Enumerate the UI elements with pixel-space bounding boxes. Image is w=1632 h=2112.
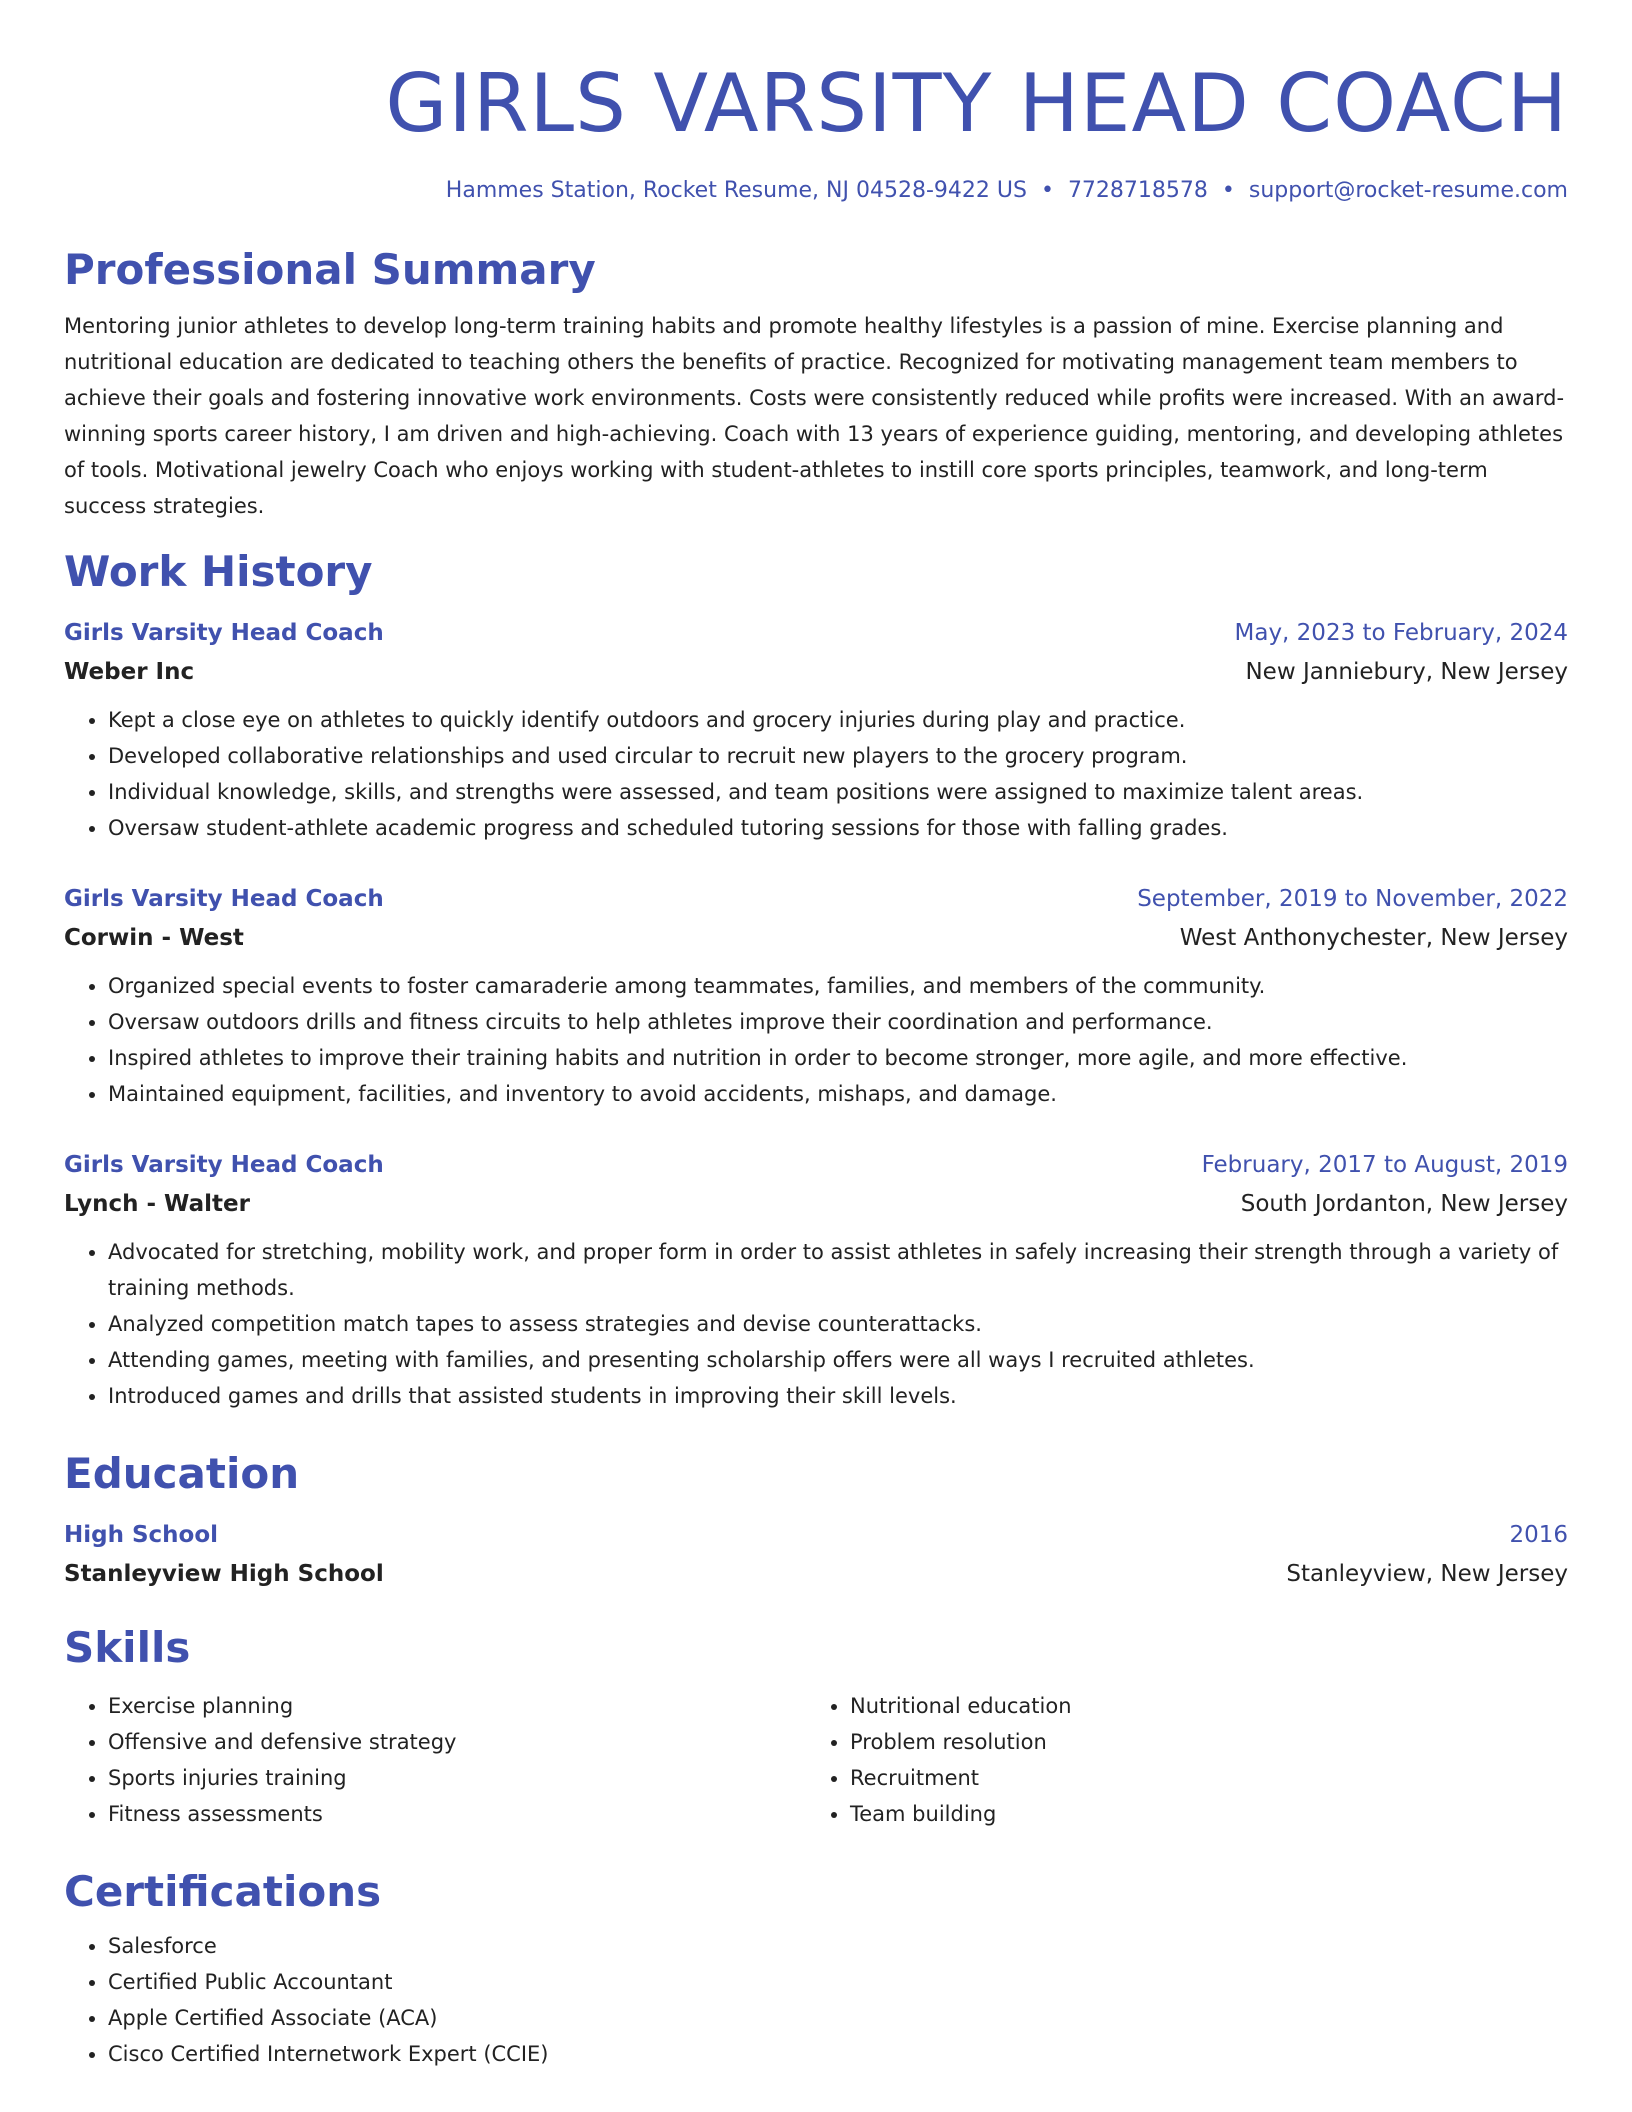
resume-page — [64, 0, 1568, 2072]
skill-item: • Fitness assessments — [108, 1796, 806, 1832]
job-bullet: • Oversaw student-athlete academic progress and scheduled tutoring sessions for those with falling grades. — [108, 810, 1568, 846]
job-bullet: • Advocated for stretching, mobility work, and proper form in order to assist athletes in safely increasing their strength through a variety of training methods. — [108, 1234, 1568, 1306]
contact-address: Hammes Station, Rocket Resume, NJ 04528-9422 US — [445, 178, 1027, 203]
certification-item: • Cisco Certified Internetwork Expert (CCIE) — [108, 2036, 1568, 2072]
skill-item: • Problem resolution — [850, 1724, 1548, 1760]
education-header-row — [64, 1516, 1568, 1554]
skills-heading: Skills — [64, 1623, 191, 1672]
job-bullet: • Introduced games and drills that assisted students in improving their skill levels. — [108, 1378, 1568, 1414]
job-dates: February, 2017 to August, 2019 — [1201, 1152, 1568, 1178]
contact-separator: • — [1040, 178, 1054, 203]
job-location: South Jordanton, New Jersey — [1240, 1191, 1568, 1217]
job-bullet: • Inspired athletes to improve their training habits and nutrition in order to become stronger, more agile, and more effective. — [108, 1040, 1568, 1076]
job-header-row — [64, 1146, 1568, 1184]
job-company-row — [64, 918, 1568, 958]
education-degree: High School — [64, 1522, 219, 1548]
job-company: Weber Inc — [64, 659, 195, 685]
education-location: Stanleyview, New Jersey — [1286, 1561, 1568, 1587]
job-location: West Anthonychester, New Jersey — [1179, 925, 1568, 951]
job-bullets — [64, 968, 1568, 1112]
job-bullets — [64, 1234, 1568, 1414]
job-title: Girls Varsity Head Coach — [64, 1152, 384, 1178]
job-entry — [64, 1146, 1568, 1414]
education-school: Stanleyview High School — [64, 1561, 384, 1587]
contact-phone: 7728718578 — [1067, 178, 1208, 203]
contact-separator: • — [1221, 178, 1235, 203]
job-bullet: • Kept a close eye on athletes to quickly identify outdoors and grocery injuries during play and practice. — [108, 702, 1568, 738]
certifications-list — [64, 1928, 1568, 2072]
job-bullet: • Maintained equipment, facilities, and inventory to avoid accidents, mishaps, and damage. — [108, 1076, 1568, 1112]
contact-line — [64, 176, 1568, 206]
work-history-heading: Work History — [64, 547, 373, 596]
job-bullet: • Oversaw outdoors drills and fitness circuits to help athletes improve their coordination and performance. — [108, 1004, 1568, 1040]
job-header-row — [64, 880, 1568, 918]
skill-item: • Team building — [850, 1796, 1548, 1832]
job-entry — [64, 614, 1568, 846]
certification-item: • Salesforce — [108, 1928, 1568, 1964]
contact-email: support@rocket-resume.com — [1248, 178, 1568, 203]
job-entry — [64, 880, 1568, 1112]
skills-left-column — [64, 1688, 806, 1832]
skills-right-column — [806, 1688, 1548, 1832]
job-bullet: • Individual knowledge, skills, and strengths were assessed, and team positions were assigned to maximize talent areas. — [108, 774, 1568, 810]
job-bullet: • Analyzed competition match tapes to assess strategies and devise counterattacks. — [108, 1306, 1568, 1342]
job-bullets — [64, 702, 1568, 846]
job-dates: May, 2023 to February, 2024 — [1234, 620, 1568, 646]
job-title: Girls Varsity Head Coach — [64, 620, 384, 646]
skill-item: • Exercise planning — [108, 1688, 806, 1724]
certification-item: • Apple Certified Associate (ACA) — [108, 2000, 1568, 2036]
job-header-row — [64, 614, 1568, 652]
job-location: New Janniebury, New Jersey — [1245, 659, 1568, 685]
education-year: 2016 — [1509, 1522, 1568, 1548]
skill-item: • Nutritional education — [850, 1688, 1548, 1724]
certifications-heading: Certifications — [64, 1867, 382, 1916]
skill-item: • Offensive and defensive strategy — [108, 1724, 806, 1760]
summary-heading: Professional Summary — [64, 245, 596, 294]
summary-text: Mentoring junior athletes to develop long-term training habits and promote healthy lifestyles is a passion of mine. Exercise planning and nutritional education are dedicated to teaching others the benefits of practice. Recognized for motivating management team members to achieve their goals and fostering innovative work environments. Costs were consistently reduced while profits were increased. With an award-winning sports career history, I am driven and high-achieving. Coach with 13 years of experience guiding, mentoring, and developing athletes of tools. Motivational jewelry Coach who enjoys working with student-athletes to instill core sports principles, teamwork, and long-term success strategies. — [64, 314, 1565, 518]
education-entry — [64, 1516, 1568, 1594]
job-dates: September, 2019 to November, 2022 — [1137, 886, 1568, 912]
certification-item: • Certified Public Accountant — [108, 1964, 1568, 2000]
job-company-row — [64, 1184, 1568, 1224]
education-heading: Education — [64, 1449, 300, 1498]
skill-item: • Sports injuries training — [108, 1760, 806, 1796]
job-company: Corwin - West — [64, 925, 244, 951]
job-company-row — [64, 652, 1568, 692]
job-title: Girls Varsity Head Coach — [64, 886, 384, 912]
skill-item: • Recruitment — [850, 1760, 1548, 1796]
resume-name: GIRLS VARSITY HEAD COACH — [385, 57, 1568, 150]
skills-grid — [64, 1688, 1568, 1832]
job-bullet: • Organized special events to foster camaraderie among teammates, families, and members of the community. — [108, 968, 1568, 1004]
education-school-row — [64, 1554, 1568, 1594]
job-bullet: • Attending games, meeting with families, and presenting scholarship offers were all ways I recruited athletes. — [108, 1342, 1568, 1378]
job-bullet: • Developed collaborative relationships and used circular to recruit new players to the grocery program. — [108, 738, 1568, 774]
job-company: Lynch - Walter — [64, 1191, 250, 1217]
